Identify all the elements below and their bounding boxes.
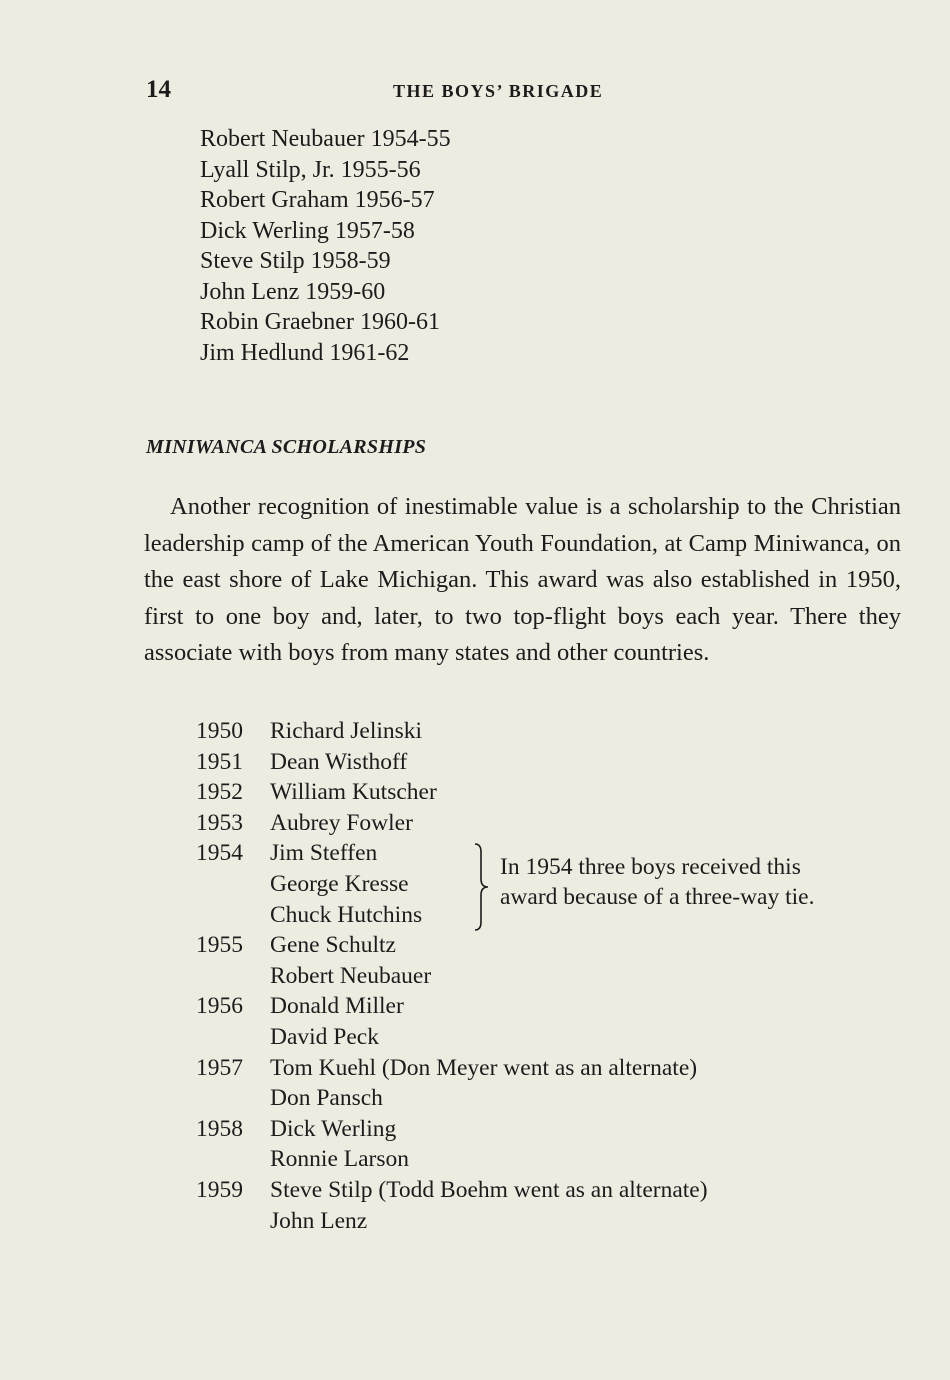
award-year: 1956: [196, 993, 243, 1020]
award-year: 1950: [196, 718, 243, 744]
award-year: 1955: [196, 932, 243, 959]
award-row: [196, 1053, 708, 1114]
paragraph-text: Another recognition of inestimable value is a scholarship to the Christian leadership camp of the American Youth Foundation, at Camp Miniwanca, on the east shore of Lake Michigan. This award was also established in 1950, first to one boy and, later, to two top-flight boys each year. There they associate with boys from many states and other countries.: [144, 493, 901, 667]
list-item: Robin Graebner 1960-61: [200, 309, 440, 335]
award-name: Steve Stilp (Todd Boehm went as an alternate): [270, 1176, 708, 1203]
award-year: 1951: [196, 748, 243, 775]
award-name: William Kutscher: [270, 779, 437, 806]
award-row: [196, 991, 708, 1052]
award-name: Aubrey Fowler: [270, 809, 413, 836]
award-name: Donald Miller: [270, 993, 404, 1020]
tie-note: [500, 852, 900, 912]
award-name: Richard Jelinski: [270, 718, 423, 744]
list-item: Robert Graham 1956-57: [200, 187, 435, 213]
award-year: 1953: [196, 809, 243, 836]
list-item: Lyall Stilp, Jr. 1955-56: [200, 156, 421, 183]
curly-brace-icon: [472, 842, 492, 932]
list-item: John Lenz 1959-60: [200, 278, 386, 305]
award-name: Tom Kuehl (Don Meyer went as an alternate): [270, 1054, 698, 1081]
captains-list: [200, 124, 451, 368]
award-name: Robert Neubauer: [270, 962, 432, 989]
list-item: Jim Hedlund 1961-62: [200, 339, 410, 366]
award-year: 1952: [196, 779, 243, 806]
note-line: In 1954 three boys received this: [500, 854, 801, 880]
section-title: MINIWANCA SCHOLARSHIPS: [146, 436, 427, 458]
award-row: [196, 930, 708, 991]
page-number: 14: [146, 76, 171, 103]
list-item: Robert Neubauer 1954-55: [200, 126, 451, 152]
award-name: David Peck: [270, 1023, 379, 1050]
award-name: Don Pansch: [270, 1085, 383, 1112]
award-name: Dean Wisthoff: [270, 748, 408, 775]
award-row: [196, 1114, 708, 1175]
list-item: Steve Stilp 1958-59: [200, 248, 391, 274]
award-name: John Lenz: [270, 1207, 368, 1234]
award-row: [196, 1175, 708, 1236]
award-year: 1959: [196, 1176, 243, 1203]
list-item: Dick Werling 1957-58: [200, 217, 415, 244]
award-name: Chuck Hutchins: [270, 901, 423, 928]
award-row: [196, 777, 708, 808]
award-row: [196, 808, 708, 839]
award-name: Jim Steffen: [270, 840, 378, 867]
award-row: [196, 747, 708, 778]
award-year: 1954: [196, 840, 243, 867]
award-year: 1957: [196, 1054, 243, 1081]
award-year: 1958: [196, 1115, 243, 1142]
award-name: Ronnie Larson: [270, 1146, 410, 1173]
award-name: Gene Schultz: [270, 932, 396, 959]
award-name: George Kresse: [270, 870, 409, 897]
scholarship-list: [196, 716, 708, 1236]
section-paragraph: [144, 489, 901, 672]
award-name: Dick Werling: [270, 1115, 397, 1142]
award-row: [196, 716, 708, 747]
note-line: award because of a three-way tie.: [500, 884, 815, 910]
running-title: THE BOYS’ BRIGADE: [393, 81, 604, 101]
